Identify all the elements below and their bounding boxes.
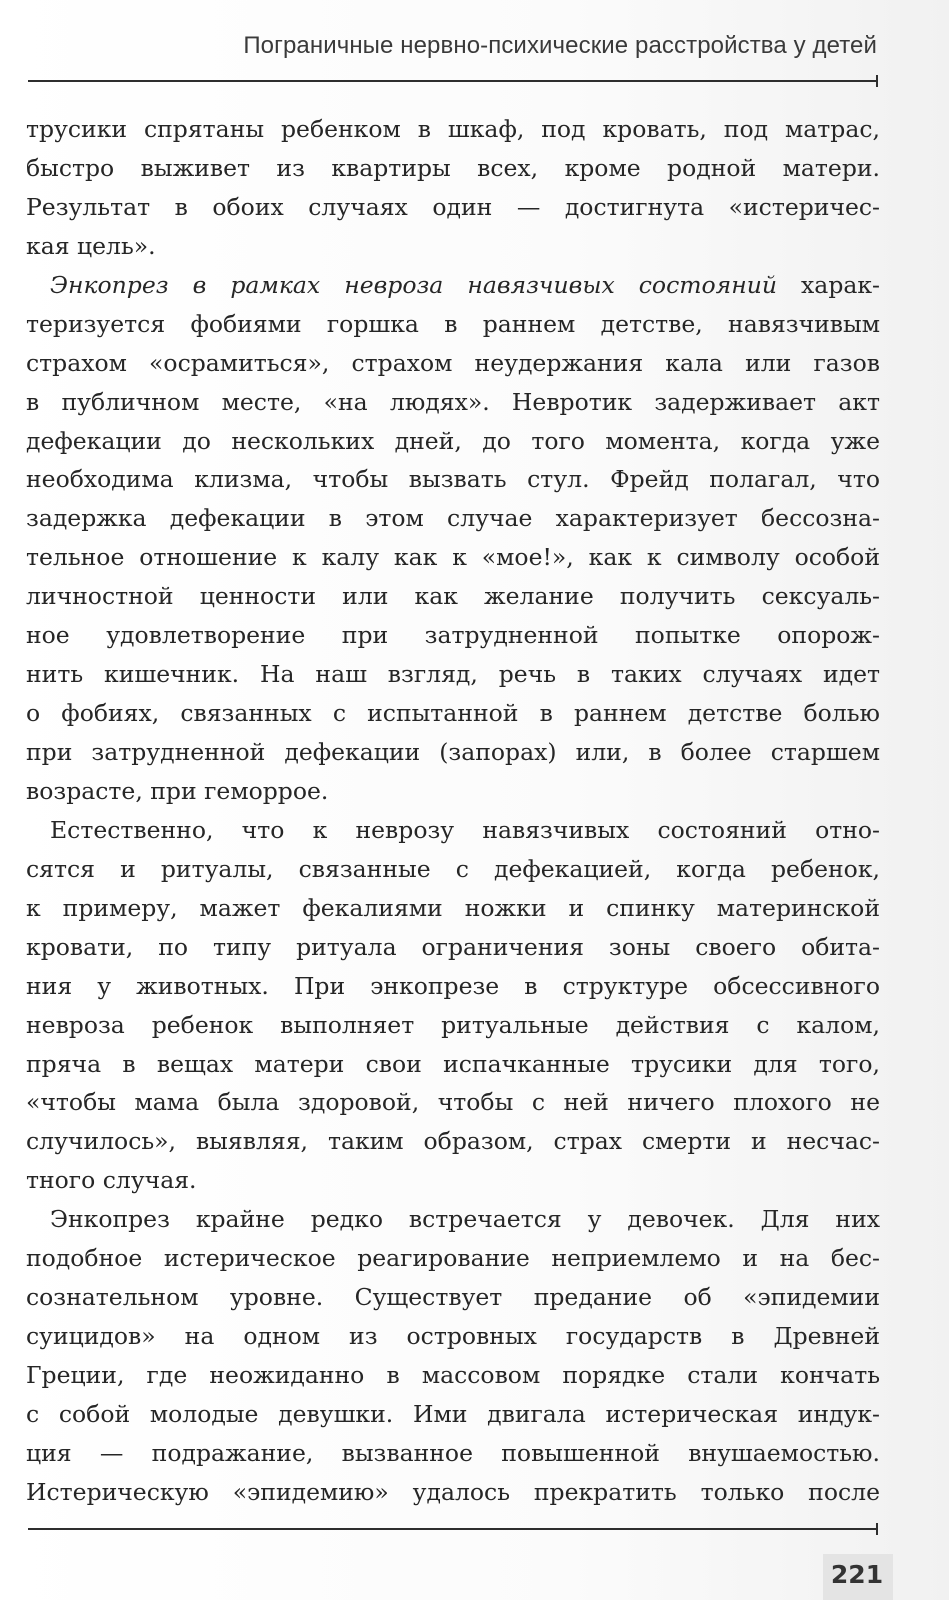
text-line: необходима клизма, чтобы вызвать стул. Фрейд полагал, что [26, 465, 880, 494]
text-line: к примеру, мажет фекалиями ножки и спинку материнской [26, 893, 880, 922]
paragraph-2 [26, 266, 880, 811]
paragraph-4 [26, 1200, 880, 1512]
text-line: случилось», выявляя, таким образом, страх смерти и несчас- [26, 1127, 880, 1156]
text-line: при затрудненной дефекации (запорах) или, в более старшем [26, 738, 880, 766]
text-line: кая цель». [26, 231, 156, 260]
text-line: «чтобы мама была здоровой, чтобы с ней ничего плохого не [26, 1088, 880, 1117]
text-line: ция — подражание, вызванное повышенной внушаемостью. [26, 1438, 880, 1467]
text-line: с собой молодые девушки. Ими двигала истерическая индук- [26, 1399, 880, 1428]
text-line: возрасте, при геморрое. [26, 776, 329, 805]
text-line: о фобиях, связанных с испытанной в раннем детстве болью [26, 699, 880, 728]
text-line: страхом «осрамиться», страхом неудержания кала или газов [26, 348, 880, 377]
text-line: Естественно, что к неврозу навязчивых состояний отно- [50, 815, 880, 844]
text-line: сятся и ритуалы, связанные с дефекацией, когда ребенок, [26, 854, 880, 883]
text-line: невроза ребенок выполняет ритуальные действия с калом, [26, 1010, 880, 1039]
text-line: личностной ценности или как желание получить сексуаль- [26, 582, 880, 611]
paragraph-1 [26, 110, 880, 266]
text-line: Энкопрез крайне редко встречается у девочек. Для них [50, 1205, 880, 1234]
text-line: подобное истерическое реагирование неприемлемо и на бес- [26, 1244, 880, 1273]
text-line [26, 266, 880, 305]
text-line: тного случая. [26, 1166, 197, 1195]
text-line: дефекации до нескольких дней, до того момента, когда уже [26, 426, 880, 455]
page-number: 221 [830, 1560, 884, 1589]
text-line: Греции, где неожиданно в массовом порядке стали кончать [26, 1361, 880, 1389]
body-text [26, 110, 880, 1512]
text-line: нить кишечник. На наш взгляд, речь в таких случаях идет [26, 660, 880, 689]
paragraph-3 [26, 811, 880, 1200]
header-rule [28, 80, 878, 82]
text-line: ния у животных. При энкопрезе в структуре обсессивного [26, 971, 880, 1000]
text-line: Истерическую «эпидемию» удалось прекратить только после [26, 1477, 880, 1506]
text-line: Результат в обоих случаях один — достигнута «истеричес- [26, 192, 880, 221]
text-line: кровати, по типу ритуала ограничения зоны своего обита- [26, 932, 880, 961]
text-line: ное удовлетворение при затрудненной попытке опорож- [26, 621, 880, 650]
footer-rule [28, 1528, 878, 1530]
text-fragment: харак- [777, 270, 880, 299]
text-line: тельное отношение к калу как к «мое!», как к символу особой [26, 543, 880, 572]
text-line: задержка дефекации в этом случае характеризует бессозна- [26, 504, 880, 533]
text-line: суицидов» на одном из островных государств в Древней [26, 1322, 880, 1351]
text-line: быстро выживет из квартиры всех, кроме родной матери. [26, 153, 880, 182]
text-line: пряча в вещах матери свои испачканные трусики для того, [26, 1049, 880, 1078]
running-head: Пограничные нервно-психические расстройства у детей [243, 32, 877, 59]
text-line: в публичном месте, «на людях». Невротик задерживает акт [26, 387, 880, 416]
text-line: трусики спрятаны ребенком в шкаф, под кровать, под матрас, [26, 115, 880, 143]
italic-term: Энкопрез в рамках невроза навязчивых состояний [50, 270, 777, 299]
text-line: теризуется фобиями горшка в раннем детстве, навязчивым [26, 309, 880, 338]
text-line: сознательном уровне. Существует предание об «эпидемии [26, 1283, 880, 1312]
